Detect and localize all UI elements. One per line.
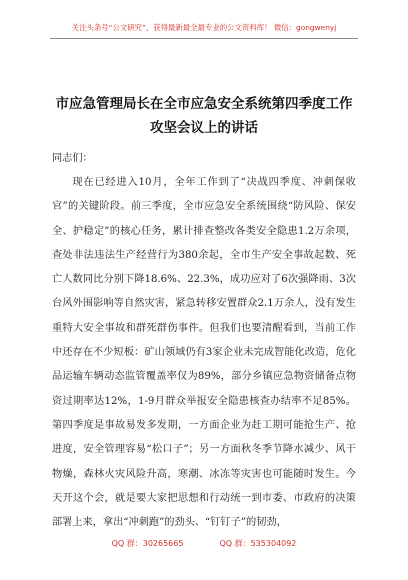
header-promo-note: 关注头条号“公文研究”，获得最新最全最专业的公文资料库！ 微信：gongwenyj xyxy=(71,23,337,32)
header-divider xyxy=(50,38,358,39)
salutation: 同志们： xyxy=(52,153,93,164)
footer-qq-group-2: QQ 群：535304092 xyxy=(219,539,297,548)
document-title: 市应急管理局长在全市应急安全系统第四季度工作攻坚会议上的讲话 xyxy=(55,96,353,136)
footer-qq-group-1: QQ 群：30265665 xyxy=(111,539,184,548)
body-paragraph: 现在已经进入10月，全年工作到了“决战四季度、冲刺保收官”的关键阶段。前三季度，全市应急安全系统围绕“防风险、保安全、护稳定”的核心任务，累计排查整改各类安全隐患1.2万余项，查处非法违法生产经营行为380余起，全市生产安全事故起数、死亡人数同比分别下降18.6%、22.3%，成功应对了6次强降雨、3次台风外围影响等自然灾害，紧急转移安置群众2.1万余人，没有发生重特大安全事故和群死群伤事件。但我们也要清醒看到，当前工作中还存在不少短板：矿山领域仍有3家企业未完成智能化改造，危化品运输车辆动态监管覆盖率仅为89%，部分乡镇应急物资储备点物资过期率达12%，1-9月群众举报安全隐患核查办结率不足85%。第四季度是事故易发多发期，一方面企业为赶工期可能抢生产、抢进度，安全管理容易“松口子”；另一方面秋冬季节降水减少、风干物燥，森林火灾风险升高，寒潮、冰冻等灾害也可能随时发生。今天开这个会，就是要大家把思想和行动统一到市委、市政府的决策部署上来，拿出“冲刺跑”的劲头、“钉钉子”的韧劲， xyxy=(52,177,356,529)
footer-contact xyxy=(0,538,408,549)
